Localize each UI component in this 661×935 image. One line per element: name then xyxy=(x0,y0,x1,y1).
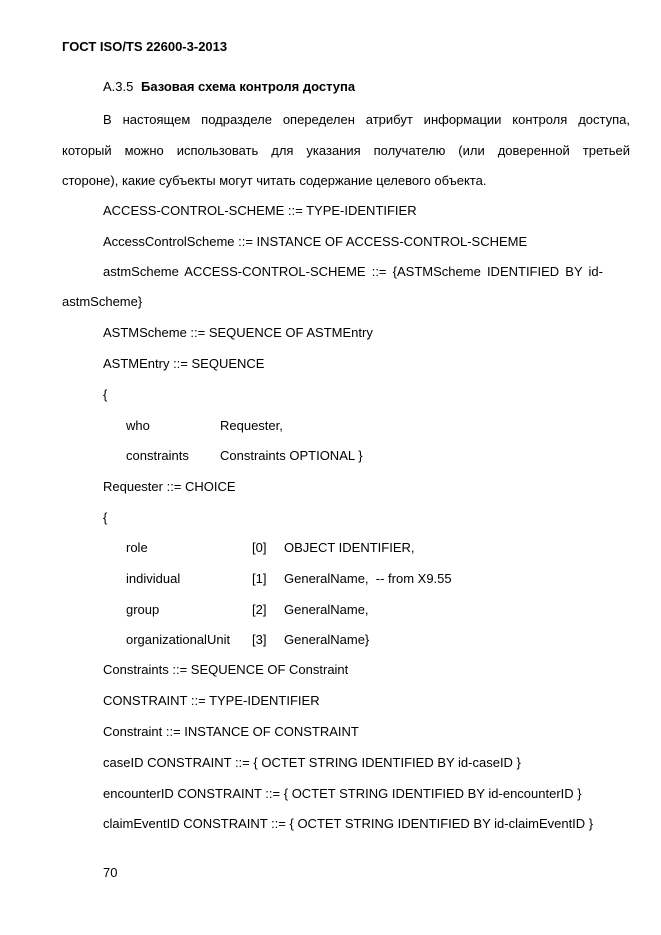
code-line: claimEventID CONSTRAINT ::= { OCTET STRING IDENTIFIED BY id-claimEventID } xyxy=(103,816,594,831)
field-name: constraints xyxy=(126,448,189,463)
code-line: caseID CONSTRAINT ::= { OCTET STRING IDENTIFIED BY id-caseID } xyxy=(103,755,521,770)
field-name: who xyxy=(126,418,150,433)
field-type: Requester, xyxy=(220,418,283,433)
code-line: Constraint ::= INSTANCE OF CONSTRAINT xyxy=(103,724,359,739)
choice-tag: [0] xyxy=(252,540,267,555)
choice-type: GeneralName} xyxy=(284,632,370,647)
open-brace: { xyxy=(103,510,108,525)
code-line: ACCESS-CONTROL-SCHEME ::= TYPE-IDENTIFIER xyxy=(103,203,417,218)
code-line: Requester ::= CHOICE xyxy=(103,479,236,494)
choice-tag: [1] xyxy=(252,571,267,586)
code-line: ASTMEntry ::= SEQUENCE xyxy=(103,356,265,371)
section-number: A.3.5 xyxy=(103,79,134,94)
document-id: ГОСТ ISO/TS 22600-3-2013 xyxy=(62,39,228,54)
intro-line-1: В настоящем подразделе опеределен атрибут информации контроля доступа, xyxy=(103,112,630,127)
page-number: 70 xyxy=(103,865,118,880)
choice-tag: [2] xyxy=(252,602,267,617)
code-line: ASTMScheme ::= SEQUENCE OF ASTMEntry xyxy=(103,325,373,340)
section-heading xyxy=(103,79,355,95)
intro-line-2: который можно использовать для указания получателю (или доверенной третьей xyxy=(62,143,630,158)
open-brace: { xyxy=(103,387,108,402)
choice-type: GeneralName, -- from X9.55 xyxy=(284,571,452,586)
code-line: CONSTRAINT ::= TYPE-IDENTIFIER xyxy=(103,693,320,708)
code-line: astmScheme} xyxy=(62,294,143,309)
choice-name: group xyxy=(126,602,160,617)
choice-type: OBJECT IDENTIFIER, xyxy=(284,540,415,555)
code-line: encounterID CONSTRAINT ::= { OCTET STRING IDENTIFIED BY id-encounterID } xyxy=(103,786,582,801)
code-line: astmScheme ACCESS-CONTROL-SCHEME ::= {ASTMScheme IDENTIFIED BY id- xyxy=(103,264,603,279)
choice-tag: [3] xyxy=(252,632,267,647)
section-title: Базовая схема контроля доступа xyxy=(140,79,356,94)
code-line: AccessControlScheme ::= INSTANCE OF ACCESS-CONTROL-SCHEME xyxy=(103,234,528,249)
code-line: Constraints ::= SEQUENCE OF Constraint xyxy=(103,662,349,677)
choice-name: organizationalUnit xyxy=(126,632,231,647)
choice-type: GeneralName, xyxy=(284,602,369,617)
choice-name: role xyxy=(126,540,148,555)
intro-line-3: стороне), какие субъекты могут читать содержание целевого объекта. xyxy=(62,173,487,188)
choice-name: individual xyxy=(126,571,181,586)
field-type: Constraints OPTIONAL } xyxy=(220,448,363,463)
